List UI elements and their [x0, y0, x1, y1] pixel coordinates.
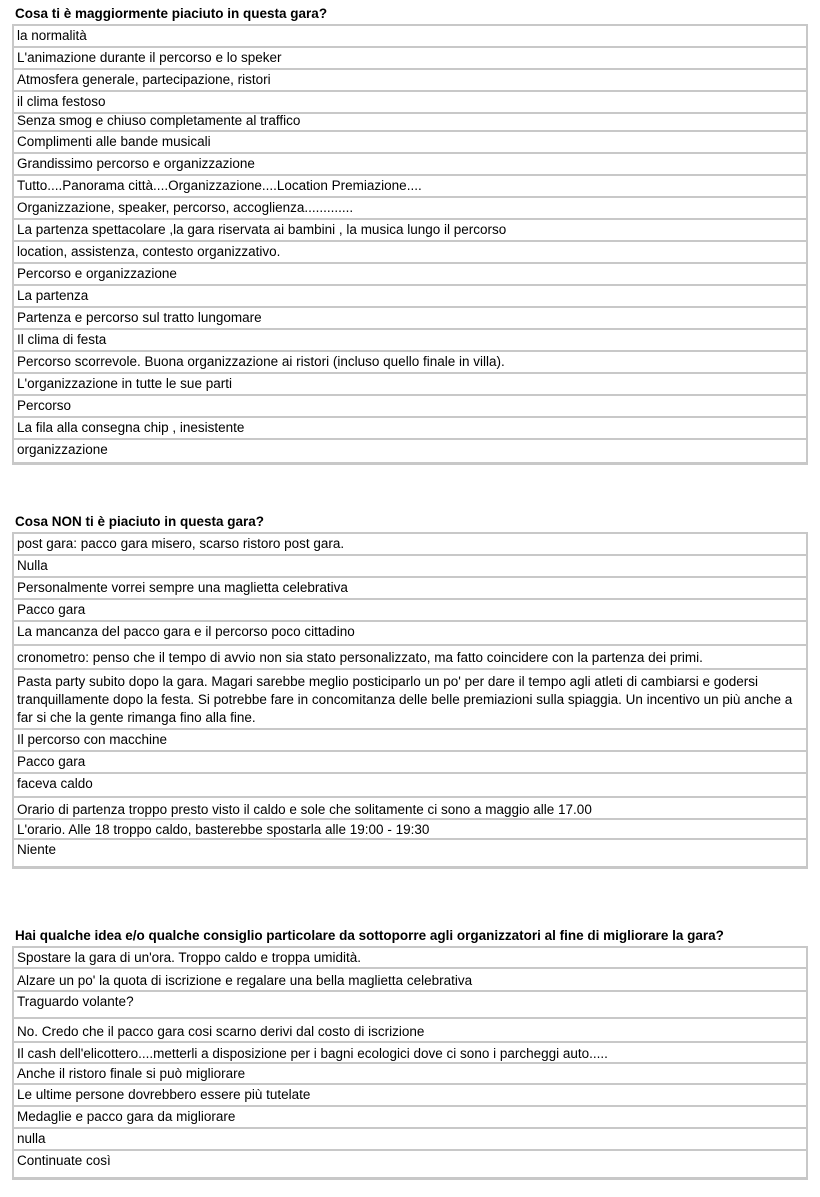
table-row: No. Credo che il pacco gara cosi scarno derivi dal costo di iscrizione — [14, 1019, 806, 1043]
table-row: Pasta party subito dopo la gara. Magari sarebbe meglio posticiparlo un po' per dare il tempo agli atleti di cambiarsi e godersi tranquillamente dopo la festa. Si potrebbe fare in concomitanza delle belle premiazioni sulla spiaggia. Un incentivo un più anche a far si che la gente rimanga fino alla fine. — [14, 670, 806, 730]
section-suggestions — [12, 928, 808, 1180]
table-row: cronometro: penso che il tempo di avvio non sia stato personalizzato, ma fatto coincidere con la partenza dei primi. — [14, 646, 806, 670]
table-row: post gara: pacco gara misero, scarso ristoro post gara. — [14, 534, 806, 556]
table-row: Partenza e percorso sul tratto lungomare — [14, 308, 806, 330]
table-row: L'animazione durante il percorso e lo speker — [14, 48, 806, 70]
table-row: La mancanza del pacco gara e il percorso poco cittadino — [14, 622, 806, 646]
table-row: Senza smog e chiuso completamente al traffico — [14, 114, 806, 132]
table-row: Tutto....Panorama città....Organizzazione....Location Premiazione.... — [14, 176, 806, 198]
table-row: L'organizzazione in tutte le sue parti — [14, 374, 806, 396]
table-row: Spostare la gara di un'ora. Troppo caldo e troppa umidità. — [14, 948, 806, 969]
table-row: Le ultime persone dovrebbero essere più tutelate — [14, 1085, 806, 1107]
table-row: location, assistenza, contesto organizzativo. — [14, 242, 806, 264]
table-row: Percorso — [14, 396, 806, 418]
table-row: nulla — [14, 1129, 806, 1151]
table-row: faceva caldo — [14, 774, 806, 798]
table-row: Alzare un po' la quota di iscrizione e regalare una bella maglietta celebrativa — [14, 969, 806, 992]
table-row: Il clima di festa — [14, 330, 806, 352]
section-heading: Cosa ti è maggiormente piaciuto in questa gara? — [15, 6, 328, 21]
table-row: Complimenti alle bande musicali — [14, 132, 806, 154]
table-row: Il cash dell'elicottero....metterli a disposizione per i bagni ecologici dove ci sono i parcheggi auto..... — [14, 1043, 806, 1064]
table-row: Il percorso con macchine — [14, 730, 806, 752]
table-row: la normalità — [14, 26, 806, 48]
table-row: La fila alla consegna chip , inesistente — [14, 418, 806, 440]
section-liked — [12, 6, 808, 465]
table-row: Percorso e organizzazione — [14, 264, 806, 286]
table-row: Organizzazione, speaker, percorso, accoglienza............. — [14, 198, 806, 220]
table-row: La partenza — [14, 286, 806, 308]
section-heading: Cosa NON ti è piaciuto in questa gara? — [15, 514, 265, 529]
answers-table — [12, 24, 808, 465]
table-row: organizzazione — [17, 442, 108, 457]
table-row: Atmosfera generale, partecipazione, ristori — [14, 70, 806, 92]
table-row: Traguardo volante? — [14, 992, 806, 1019]
table-row: Continuate così — [17, 1153, 111, 1168]
table-row: Medaglie e pacco gara da migliorare — [14, 1107, 806, 1129]
section-disliked — [12, 514, 808, 869]
table-row: L'orario. Alle 18 troppo caldo, basterebbe spostarla alle 19:00 - 19:30 — [14, 820, 806, 840]
table-row: La partenza spettacolare ,la gara riservata ai bambini , la musica lungo il percorso — [14, 220, 806, 242]
answers-table — [12, 532, 808, 869]
section-heading: Hai qualche idea e/o qualche consiglio particolare da sottoporre agli organizzatori al fine di migliorare la gara? — [15, 928, 724, 943]
table-row: Pacco gara — [14, 752, 806, 774]
table-row: Grandissimo percorso e organizzazione — [14, 154, 806, 176]
table-row: Niente — [17, 842, 57, 857]
table-row: il clima festoso — [14, 92, 806, 114]
table-row: Orario di partenza troppo presto visto il caldo e sole che solitamente ci sono a maggio alle 17.00 — [14, 798, 806, 820]
table-row: Personalmente vorrei sempre una maglietta celebrativa — [14, 578, 806, 600]
table-row: Nulla — [14, 556, 806, 578]
answers-table — [12, 946, 808, 1180]
table-row: Pacco gara — [14, 600, 806, 622]
table-row: Anche il ristoro finale si può migliorare — [14, 1064, 806, 1085]
table-row: Percorso scorrevole. Buona organizzazione ai ristori (incluso quello finale in villa). — [14, 352, 806, 374]
